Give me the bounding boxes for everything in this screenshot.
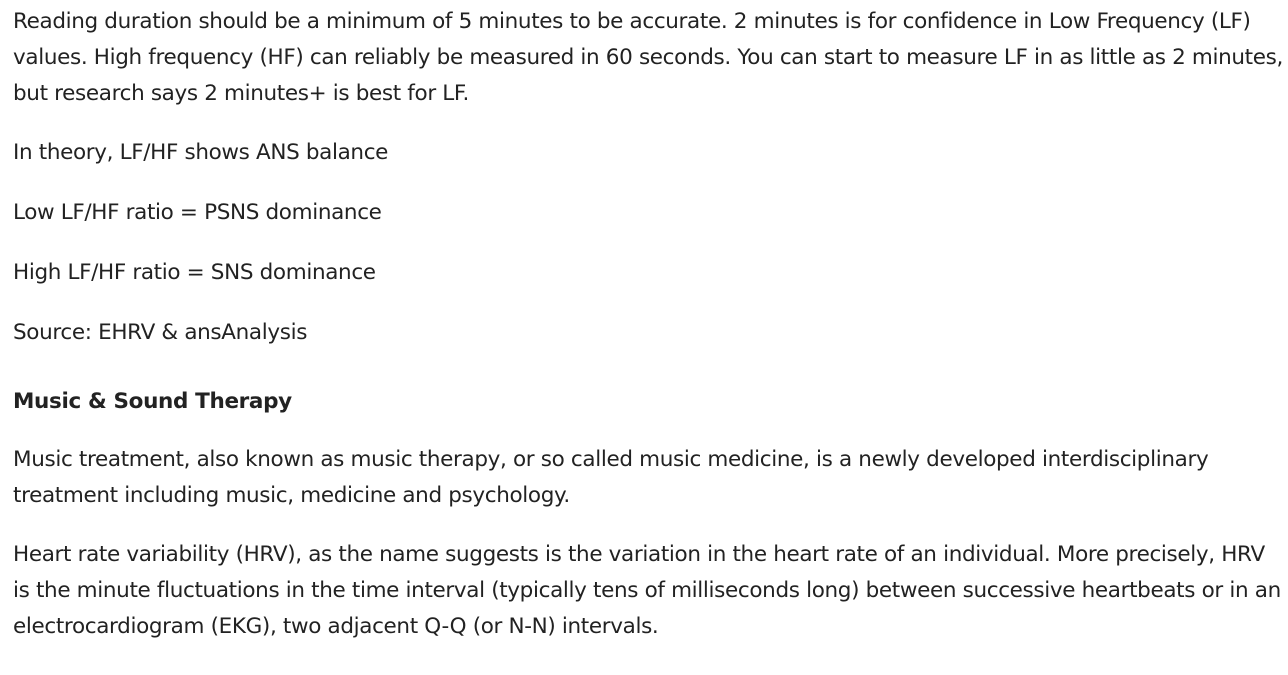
paragraph-source: Source: EHRV & ansAnalysis [13,320,308,345]
paragraph-lf-hf-theory: In theory, LF/HF shows ANS balance [13,140,389,165]
section-heading-music-therapy: Music & Sound Therapy [13,389,292,414]
article-body [13,4,1283,668]
paragraph-music-treatment: Music treatment, also known as music therapy, or so called music medicine, is a newly developed interdisciplinary treatment including music, medicine and psychology. [13,447,1209,508]
paragraph-low-ratio: Low LF/HF ratio = PSNS dominance [13,200,382,225]
paragraph-high-ratio: High LF/HF ratio = SNS dominance [13,260,376,285]
paragraph-reading-duration: Reading duration should be a minimum of 5 minutes to be accurate. 2 minutes is for confidence in Low Frequency (LF) values. High frequency (HF) can reliably be measured in 60 seconds. You can start to measure LF in as little as 2 minutes, but research says 2 minutes+ is best for LF. [13,9,1283,106]
paragraph-hrv-definition: Heart rate variability (HRV), as the name suggests is the variation in the heart rate of an individual. More precisely, HRV is the minute fluctuations in the time interval (typically tens of milliseconds long) between successive heartbeats or in an electrocardiogram (EKG), two adjacent Q-Q (or N-N) intervals. [13,542,1281,639]
